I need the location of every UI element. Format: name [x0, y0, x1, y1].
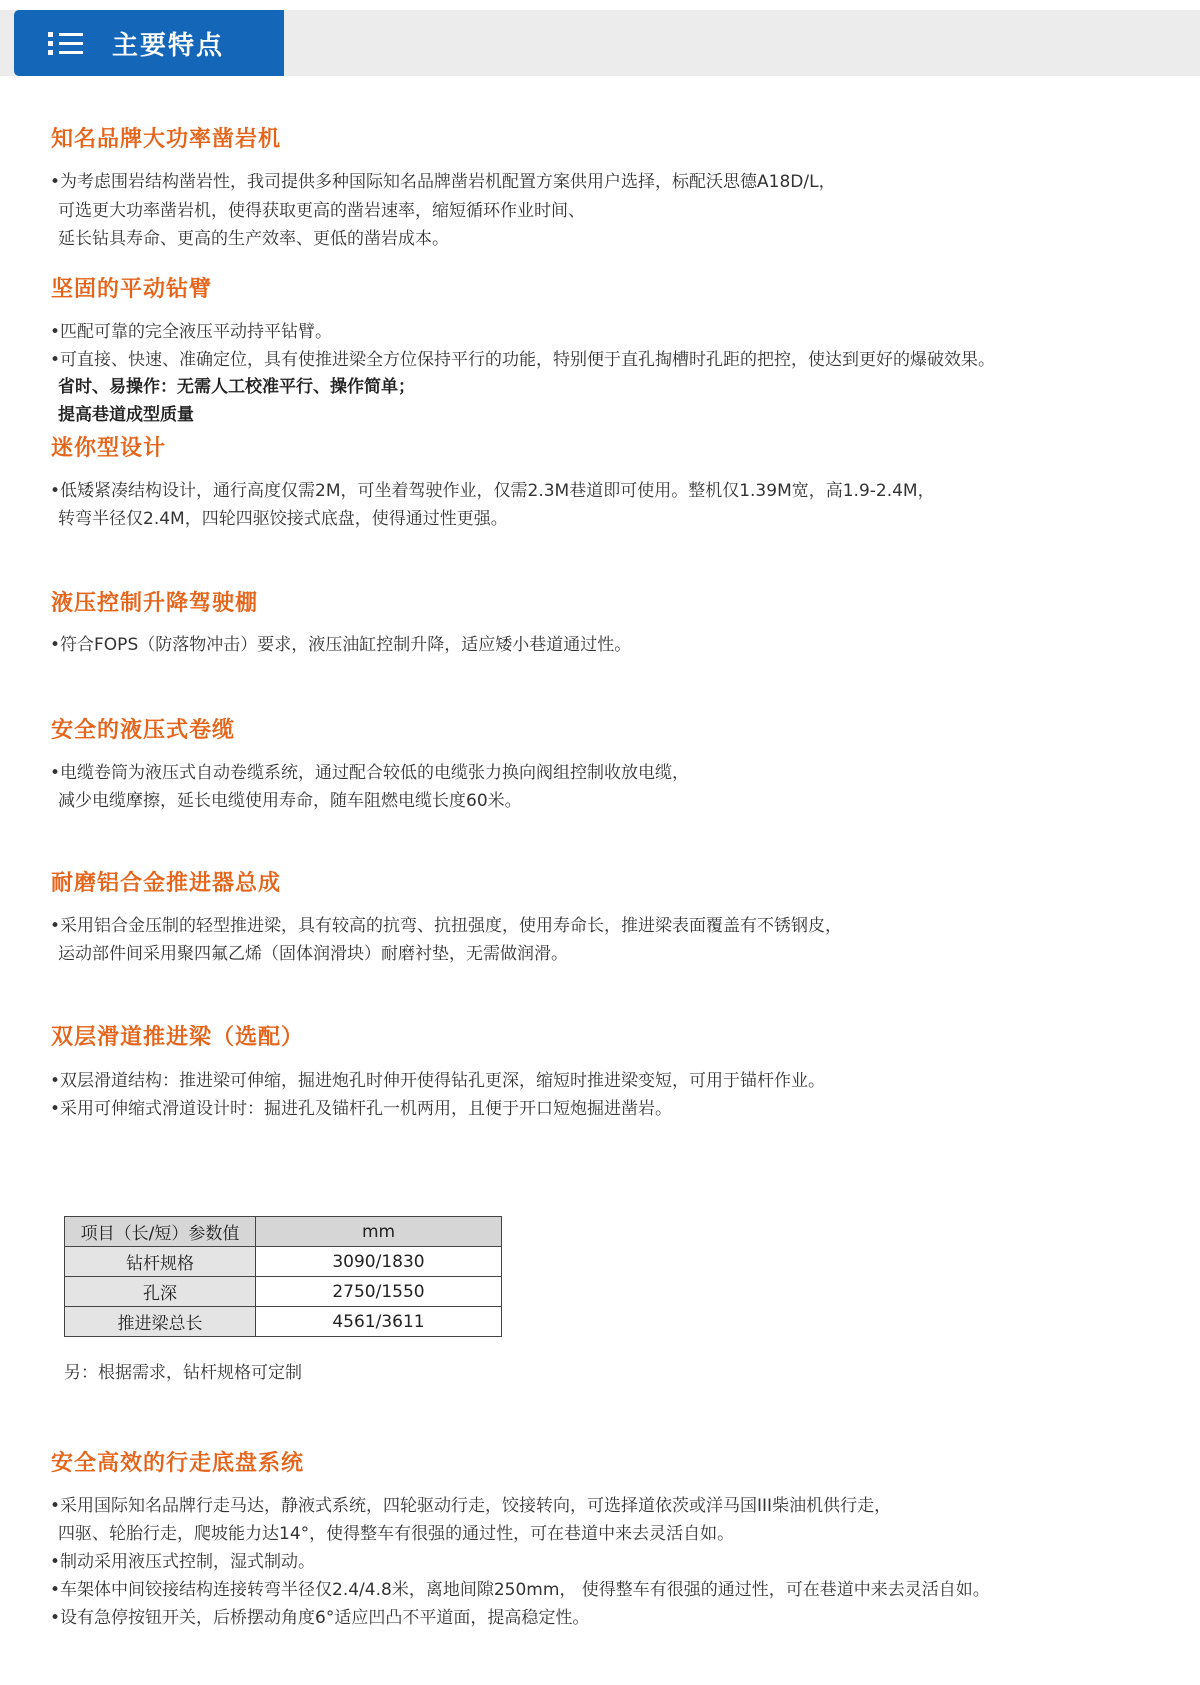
section-line: •为考虑围岩结构凿岩性，我司提供多种国际知名品牌凿岩机配置方案供用户选择，标配沃思德A18D/L，	[50, 172, 836, 192]
section-line: •车架体中间铰接结构连接转弯半径仅2.4/4.8米，离地间隙250mm， 使得整车有很强的通过性，可在巷道中来去灵活自如。	[50, 1580, 990, 1600]
section-line: •采用国际知名品牌行走马达，静液式系统，四轮驱动行走，饺接转向，可选择道依茨或洋马国III柴油机供行走，	[50, 1496, 892, 1516]
section-line: •设有急停按钮开关，后桥摆动角度6°适应凹凸不平道面，提高稳定性。	[50, 1608, 590, 1628]
table-header-row	[65, 1217, 502, 1247]
table-header-cell: 项目（长/短）参数值	[65, 1217, 256, 1247]
section-title: 迷你型设计	[51, 436, 167, 461]
section-line: 省时、易操作：无需人工校准平行、操作简单；	[58, 377, 415, 397]
section-line: •采用可伸缩式滑道设计时：掘进孔及锚杆孔一机两用，且便于开口短炮掘进凿岩。	[50, 1099, 673, 1119]
section-title: 液压控制升降驾驶棚	[51, 591, 259, 616]
table-row	[65, 1277, 502, 1307]
section-line: •双层滑道结构：推进梁可伸缩，掘进炮孔时伸开使得钻孔更深，缩短时推进梁变短，可用于锚杆作业。	[50, 1071, 826, 1091]
section-title: 安全高效的行走底盘系统	[51, 1451, 305, 1476]
parameter-table	[64, 1216, 502, 1337]
section-line: •低矮紧凑结构设计，通行高度仅需2M，可坐着驾驶作业，仅需2.3M巷道即可使用。整机仅1.39M宽，高1.9-2.4M，	[50, 481, 935, 501]
table-header-cell: mm	[256, 1217, 502, 1247]
table-cell: 推进梁总长	[65, 1307, 256, 1337]
section-line: 提高巷道成型质量	[58, 405, 194, 425]
section-title: 坚固的平动钻臂	[51, 277, 213, 302]
list-icon	[48, 30, 90, 56]
section-line: 可选更大功率凿岩机，使得获取更高的凿岩速率，缩短循环作业时间、	[58, 201, 585, 221]
table-row	[65, 1307, 502, 1337]
table-cell: 3090/1830	[256, 1247, 502, 1277]
page-title: 主要特点	[112, 30, 225, 61]
section-line: •可直接、快速、准确定位，具有使推进梁全方位保持平行的功能，特别便于直孔掏槽时孔距的把控，使达到更好的爆破效果。	[50, 350, 996, 370]
section-title: 安全的液压式卷缆	[51, 718, 236, 743]
table-row	[65, 1247, 502, 1277]
table-note: 另：根据需求，钻杆规格可定制	[64, 1363, 302, 1383]
section-line: 转弯半径仅2.4M，四轮四驱饺接式底盘，使得通过性更强。	[58, 509, 508, 529]
section-title: 知名品牌大功率凿岩机	[51, 127, 282, 152]
section-line: 运动部件间采用聚四氟乙烯（固体润滑块）耐磨衬垫，无需做润滑。	[58, 944, 568, 964]
header-tab	[14, 10, 284, 76]
section-title: 耐磨铝合金推进器总成	[51, 871, 282, 896]
table-cell: 钻杆规格	[65, 1247, 256, 1277]
section-line: 四驱、轮胎行走，爬坡能力达14°，使得整车有很强的通过性，可在巷道中来去灵活自如。	[58, 1524, 735, 1544]
table-cell: 2750/1550	[256, 1277, 502, 1307]
table-cell: 4561/3611	[256, 1307, 502, 1337]
section-line: 减少电缆摩擦，延长电缆使用寿命，随车阻燃电缆长度60米。	[58, 791, 522, 811]
section-line: •采用铝合金压制的轻型推进梁，具有较高的抗弯、抗扭强度，使用寿命长，推进梁表面覆盖有不锈钢皮，	[50, 916, 843, 936]
section-title: 双层滑道推进梁（选配）	[51, 1025, 305, 1050]
section-line: •电缆卷筒为液压式自动卷缆系统，通过配合较低的电缆张力换向阀组控制收放电缆，	[50, 763, 690, 783]
section-line: •匹配可靠的完全液压平动持平钻臂。	[50, 322, 333, 342]
section-line: •制动采用液压式控制，湿式制动。	[50, 1552, 316, 1572]
section-line: 延长钻具寿命、更高的生产效率、更低的凿岩成本。	[58, 229, 449, 249]
table-cell: 孔深	[65, 1277, 256, 1307]
section-line: •符合FOPS（防落物冲击）要求，液压油缸控制升降，适应矮小巷道通过性。	[50, 635, 632, 655]
